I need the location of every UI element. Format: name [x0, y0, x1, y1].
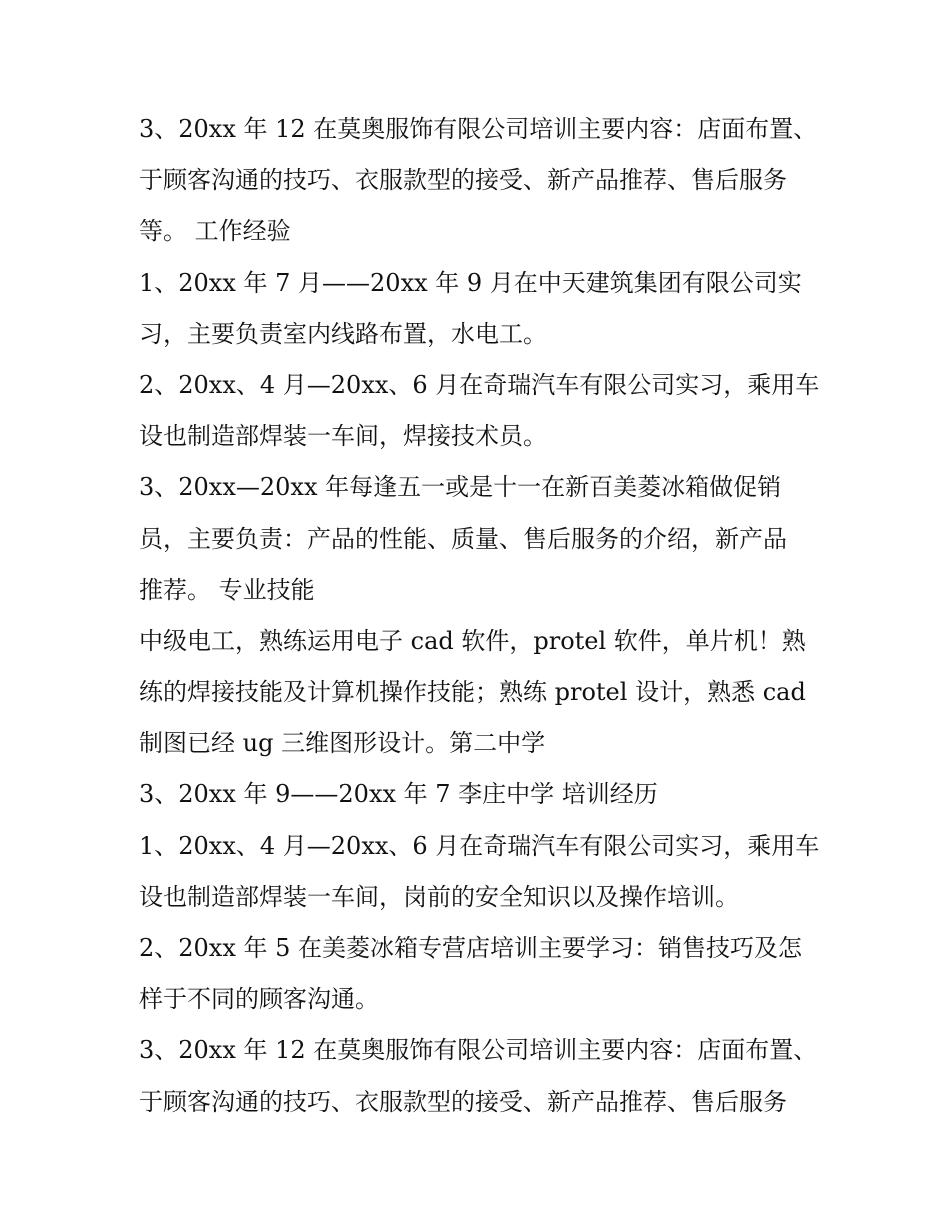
text-line: 设也制造部焊装一车间，焊接技术员。 [139, 422, 547, 451]
text-line: 样于不同的顾客沟通。 [139, 985, 379, 1014]
text-line: 推荐。 专业技能 [139, 575, 315, 604]
text-line: 3、20xx—20xx 年每逢五一或是十一在新百美菱冰箱做促销 [139, 473, 782, 502]
text-line: 3、20xx 年 12 在莫奥服饰有限公司培训主要内容：店面布置、 [139, 1036, 818, 1065]
text-line: 员，主要负责：产品的性能、质量、售后服务的介绍，新产品 [139, 524, 787, 553]
text-line: 3、20xx 年 12 在莫奥服饰有限公司培训主要内容：店面布置、 [139, 115, 818, 143]
text-line: 3、20xx 年 9——20xx 年 7 李庄中学 培训经历 [139, 780, 658, 809]
text-line: 制图已经 ug 三维图形设计。第二中学 [139, 729, 546, 758]
text-line: 中级电工，熟练运用电子 cad 软件，protel 软件，单片机！熟 [139, 626, 806, 655]
text-line: 练的焊接技能及计算机操作技能；熟练 protel 设计，熟悉 cad [139, 678, 806, 707]
text-line: 于顾客沟通的技巧、衣服款型的接受、新产品推荐、售后服务 [139, 1087, 787, 1116]
text-line: 2、20xx、4 月—20xx、6 月在奇瑞汽车有限公司实习，乘用车 [139, 370, 819, 399]
text-line: 设也制造部焊装一车间，岗前的安全知识以及操作培训。 [139, 882, 739, 911]
text-line: 2、20xx 年 5 在美菱冰箱专营店培训主要学习：销售技巧及怎 [139, 934, 803, 962]
document-body [139, 104, 819, 1128]
text-line: 1、20xx 年 7 月——20xx 年 9 月在中天建筑集团有限公司实 [139, 268, 802, 297]
text-line: 于顾客沟通的技巧、衣服款型的接受、新产品推荐、售后服务 [139, 166, 787, 195]
text-line: 习，主要负责室内线路布置，水电工。 [139, 319, 547, 348]
text-line: 等。 工作经验 [139, 217, 291, 246]
text-line: 1、20xx、4 月—20xx、6 月在奇瑞汽车有限公司实习，乘用车 [139, 831, 819, 860]
